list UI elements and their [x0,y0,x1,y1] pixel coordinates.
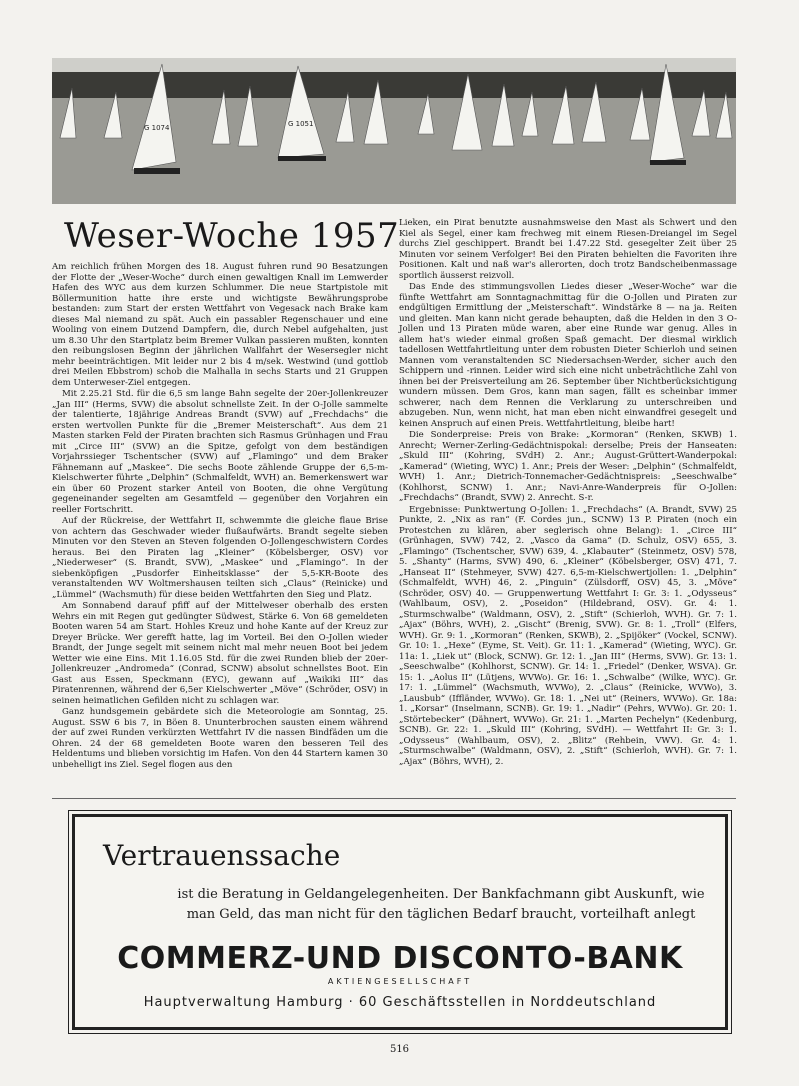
article-paragraph: Mit 2.25.21 Std. für die 6,5 sm lange Bahn segelte der 20er-Jollenkreuzer „Jan III“ (Herms, SVW) die absolut schnellste Zeit. In der O-Jolle sammelte der talentierte, 18jährige Andreas Brandt (SVW) auf „Frechdachs“ die ersten wertvollen Punkte für die „Bremer Meisterschaft“. Aus dem 21 Masten starken Feld der Piraten brachten sich Rasmus Grünhagen und Frau mit „Circe III“ (SVW) an die Spitze, gefolgt von dem beständigen Vorjahrssieger Tschentscher (SVW) auf „Flamingo“ und dem Braker Fähnemann auf „Maskee“. Die sechs Boote zählende Gruppe der 6,5-m-Kielschwerter führte „Delphin“ (Schmalfeldt, WVH) an. Bemerkenswert war ein über 60 Prozent starker Anteil von Booten, die ohne Vergütung gegeneinander segelten am Gesamtfeld — gegenüber den Vorjahren ein reeller Fortschritt. [52,389,388,515]
sail-number: G 1051 [288,120,314,128]
article-column-left [52,262,388,771]
ad-body-line: man Geld, das man nicht für den täglichen Bedarf braucht, vorteilhaft anlegt [186,907,696,922]
article-paragraph: Das Ende des stimmungsvollen Liedes dieser „Weser-Woche“ war die fünfte Wettfahrt am Sonntagnachmittag für die O-Jollen und Piraten zur endgültigen Ermittlung der „Meisterschaft“. Windstärke 8 — na ja. Reiten und gleiten. Man kann nicht gerade behaupten, daß die Helden in den 3 O-Jollen und 13 Piraten müde waren, aber eine Runde war genug. Alles in allem hat's wieder einmal großen Spaß gemacht. Der diesmal wirklich tadellosen Wettfahrtleitung unter dem robusten Dieter Schierloh und seinen Mannen vom veranstaltenden SC Niedersachsen-Werder, sicher auch den Schippern und -rinnen. Leider wird sich eine nicht unbeträchtliche Zahl von ihnen bei der Preisverteilung am 26. September über Nichtberücksichtigung wundern müssen. Dem Gros, kann man sagen, fällt es scheinbar immer schwerer, nach dem Rennen die Verklarung zu unterschreiben und abzugeben. Nun, wenn nicht, hat man eben nicht einwandfrei gesegelt und keinen Anspruch auf einen Preis. Wettfahrtleitung, bleibe hart! [399,282,737,429]
article-paragraph: Ergebnisse: Punktwertung O-Jollen: 1. „Frechdachs“ (A. Brandt, SVW) 25 Punkte, 2. „Nix as ran“ (F. Cordes jun., SCNW) 13 P. Piraten (noch ein Protestchen zu klären, aber seglerisch ohne Belang): 1. „Circe III“ (Grünhagen, SVW) 742, 2. „Vasco da Gama“ (D. Schulz, OSV) 655, 3. „Flamingo“ (Tschentscher, SVW) 639, 4. „Klabauter“ (Steinmetz, OSV) 578, 5. „Shanty“ (Harms, SVW) 490, 6. „Kleiner“ (Köbelsberger, OSV) 471, 7. „Hanseat II“ (Stehmeyer, SVW) 427. 6,5-m-Kielschwertjollen: 1. „Delphin“ (Schmalfeldt, WVH) 46, 2. „Pinguin“ (Zülsdorff, OSV) 45, 3. „Möve“ (Schröder, OSV) 40. — Gruppenwertung Wettfahrt I: Gr. 3: 1. „Odysseus“ (Wahlbaum, OSV), 2. „Poseidon“ (Hildebrand, OSV). Gr. 4: 1. „Sturmschwalbe“ (Waldmann, OSV), 2. „Stift“ (Schierloh, WVH). Gr. 7: 1. „Ajax“ (Böhrs, WVH), 2. „Gischt“ (Brenig, SVW). Gr. 8: 1. „Troll“ (Elfers, WVH). Gr. 9: 1. „Kormoran“ (Renken, SKWB), 2. „Spijöker“ (Vockel, SCNW). Gr. 10: 1. „Hexe“ (Eyme, St. Veit). Gr. 11: 1. „Kamerad“ (Wieting, WYC). Gr. 11a: 1. „Liek ut“ (Block, SCNW). Gr. 12: 1. „Jan III“ (Herms, SVW). Gr. 13: 1. „Seeschwalbe“ (Kohlhorst, SCNW). Gr. 14: 1. „Friedel“ (Denker, WSVA). Gr. 15: 1. „Aolus II“ (Lütjens, WVWo). Gr. 16: 1. „Schwalbe“ (Wilke, WYC). Gr. 17: 1. „Lümmel“ (Wachsmuth, WVWo), 2. „Claus“ (Reinicke, WVWo), 3. „Lausbub“ (Iffländer, WVWo). Gr. 18: 1. „Nei ut“ (Reiners, WVWo). Gr. 18a: 1. „Korsar“ (Inselmann, SCNB). Gr. 19: 1. „Nadir“ (Pehrs, WVWo). Gr. 20: 1. „Störtebecker“ (Dähnert, WVWo). Gr. 21: 1. „Marten Pechelyn“ (Kedenburg, SCNB). Gr. 22: 1. „Skuld III“ (Kohring, SVdH). — Wettfahrt II: Gr. 3: 1. „Odysseus“ (Wahlbaum, OSV), 2. „Blitz“ (Rehbein, VWV). Gr. 4: 1. „Sturmschwalbe“ (Waldmann, OSV), 2. „Stift“ (Schierloh, WVH). Gr. 7: 1. „Ajax“ (Böhrs, WVH), 2. [399,504,737,767]
article-paragraph: Ganz hundsgemein gebärdete sich die Meteorologie am Sonntag, 25. August. SSW 6 bis 7, in Böen 8. Ununterbrochen sausten einem während der auf zwei Runden verkürzten Wettfahrt IV die nassen Bindfäden um die Ohren. 24 der 68 gemeldeten Boote waren den besseren Teil des Heldentums und blieben vorsichtig im Hafen. Von den 44 Startern kamen 30 unbehelligt ins Ziel. Segel flogen aus den [52,707,388,770]
page-number: 516 [389,1044,410,1055]
article-paragraph: Lieken, ein Pirat benutzte ausnahmsweise den Mast als Schwert und den Kiel als Segel, einer kam frechweg mit einem Riesen-Dreiangel im Segel durchs Ziel geschippert. Brandt bei 1.47.22 Std. gesegelter Zeit über 25 Minuten vor seinem Verfolger! Bei den Piraten behielten die Favoriten ihre Positionen. Kalt und naß war's allerorten, doch trotz Bandscheibenmassage sportlich äusserst reizvoll. [399,218,737,281]
article-paragraph: Auf der Rückreise, der Wettfahrt II, schwemmte die gleiche flaue Brise von achtern das Geschwader wieder flußaufwärts. Brandt segelte sieben Minuten vor den Steven an Steven folgenden O-Jollengeschwistern Cordes heraus. Bei den Piraten lag „Kleiner“ (Köbelsberger, OSV) vor „Niederweser“ (S. Brandt, SVW), „Maskee“ und „Flamingo“. In der siebenköpfigen „Pusdorfer Einheitsklasse“ der 5,5-KR-Boote des veranstaltenden WV Woltmershausen teilten sich „Claus“ (Reinicke) und „Lümmel“ (Wachsmuth) für diese beiden Wettfahrten den Sieg und Platz. [52,516,388,600]
regatta-photo [52,58,736,204]
article-paragraph: Am reichlich frühen Morgen des 18. August fuhren rund 90 Besatzungen der Flotte der „Weser-Woche“ durch einen gewaltigen Knall im Lemwerder Hafen des WYC aus dem kurzen Schlummer. Die neue Startpistole mit Böllermunition hatte ihre erste und wichtigste Bewährungsprobe bestanden: zum Start der ersten Wettfahrt von Vegesack nach Brake kam dieses Mal niemand zu spät. Auch ein passabler Regenschauer und eine Wooling von einem Dutzend Dampfern, die, durch Nebel aufgehalten, just um 8.30 Uhr den Startplatz beim Bremer Vulkan passieren mußten, konnten den reibungslosen Beginn der jährlichen Wallfahrt der Wesersegler nicht mehr beeinträchtigen. Mit leider nur 2 bis 4 m/sek. Westwind (und gottlob drei Meilen Ebbstrom) schob die Malhalla in sechs Starts und 21 Gruppen dem Unterweser-Ziel entgegen. [52,262,388,388]
bank-footer: Hauptverwaltung Hamburg · 60 Geschäftsstellen in Norddeutschland [143,995,657,1010]
article-title: Weser-Woche 1957 [64,216,400,256]
sail-number: G 1074 [144,124,170,132]
ad-body [171,885,711,925]
ad-heading: Vertrauenssache [103,839,341,872]
article-paragraph: Am Sonnabend darauf pfiff auf der Mittelweser oberhalb des ersten Wehrs ein mit Regen gut gedüngter Südwest, Stärke 6. Von 68 gemeldeten Booten waren 54 am Start. Hohles Kreuz und hohe Kante auf der Kreuz zur Dreyer Brücke. Wer gerefft hatte, lag im Vorteil. Bei den O-Jollen wieder Brandt, der Junge segelt mit seinem nicht mal mehr neuen Boot bei jedem Wetter wie eine Eins. Mit 1.16.05 Std. für die zwei Runden blieb der 20er-Jollenkreuzer „Andromeda“ (Conrad, SCNW) absolut schnellstes Boot. Ein Gast aus Essen, Speckmann (EYC), gewann auf „Waikiki III“ das Piratenrennen, während der 6,5er Kielschwerter „Möve“ (Schröder, OSV) in seinen heimatlichen Gefilden nicht zu schlagen war. [52,601,388,706]
article-column-right [399,218,737,768]
bank-legal-form: AKTIENGESELLSCHAFT [327,977,473,986]
bank-advertisement [72,814,728,1030]
bank-name: COMMERZ-UND DISCONTO-BANK [117,941,683,976]
article-paragraph: Die Sonderpreise: Preis von Brake: „Kormoran“ (Renken, SKWB) 1. Anrecht; Werner-Zerling-Gedächtnispokal: derselbe; Preis der Hanseaten: „Skuld III“ (Kohring, SVdH) 2. Anr.; August-Grüttert-Wanderpokal: „Kamerad“ (Wieting, WYC) 1. Anr.; Preis der Weser: „Delphin“ (Schmalfeldt, WVH) 1. Anr.; Dietrich-Tonnemacher-Gedächtnispreis: „Seeschwalbe“ (Kohlhorst, SCNW) 1. Anr.; Navi-Anre-Wanderpreis für O-Jollen: „Frechdachs“ (Brandt, SVW) 2. Anrecht. S-r. [399,430,737,503]
ad-body-line: ist die Beratung in Geldangelegenheiten. Der Bankfachmann gibt Auskunft, wie [177,887,705,902]
section-divider [52,798,736,799]
regatta-photo-illustration [52,58,736,204]
